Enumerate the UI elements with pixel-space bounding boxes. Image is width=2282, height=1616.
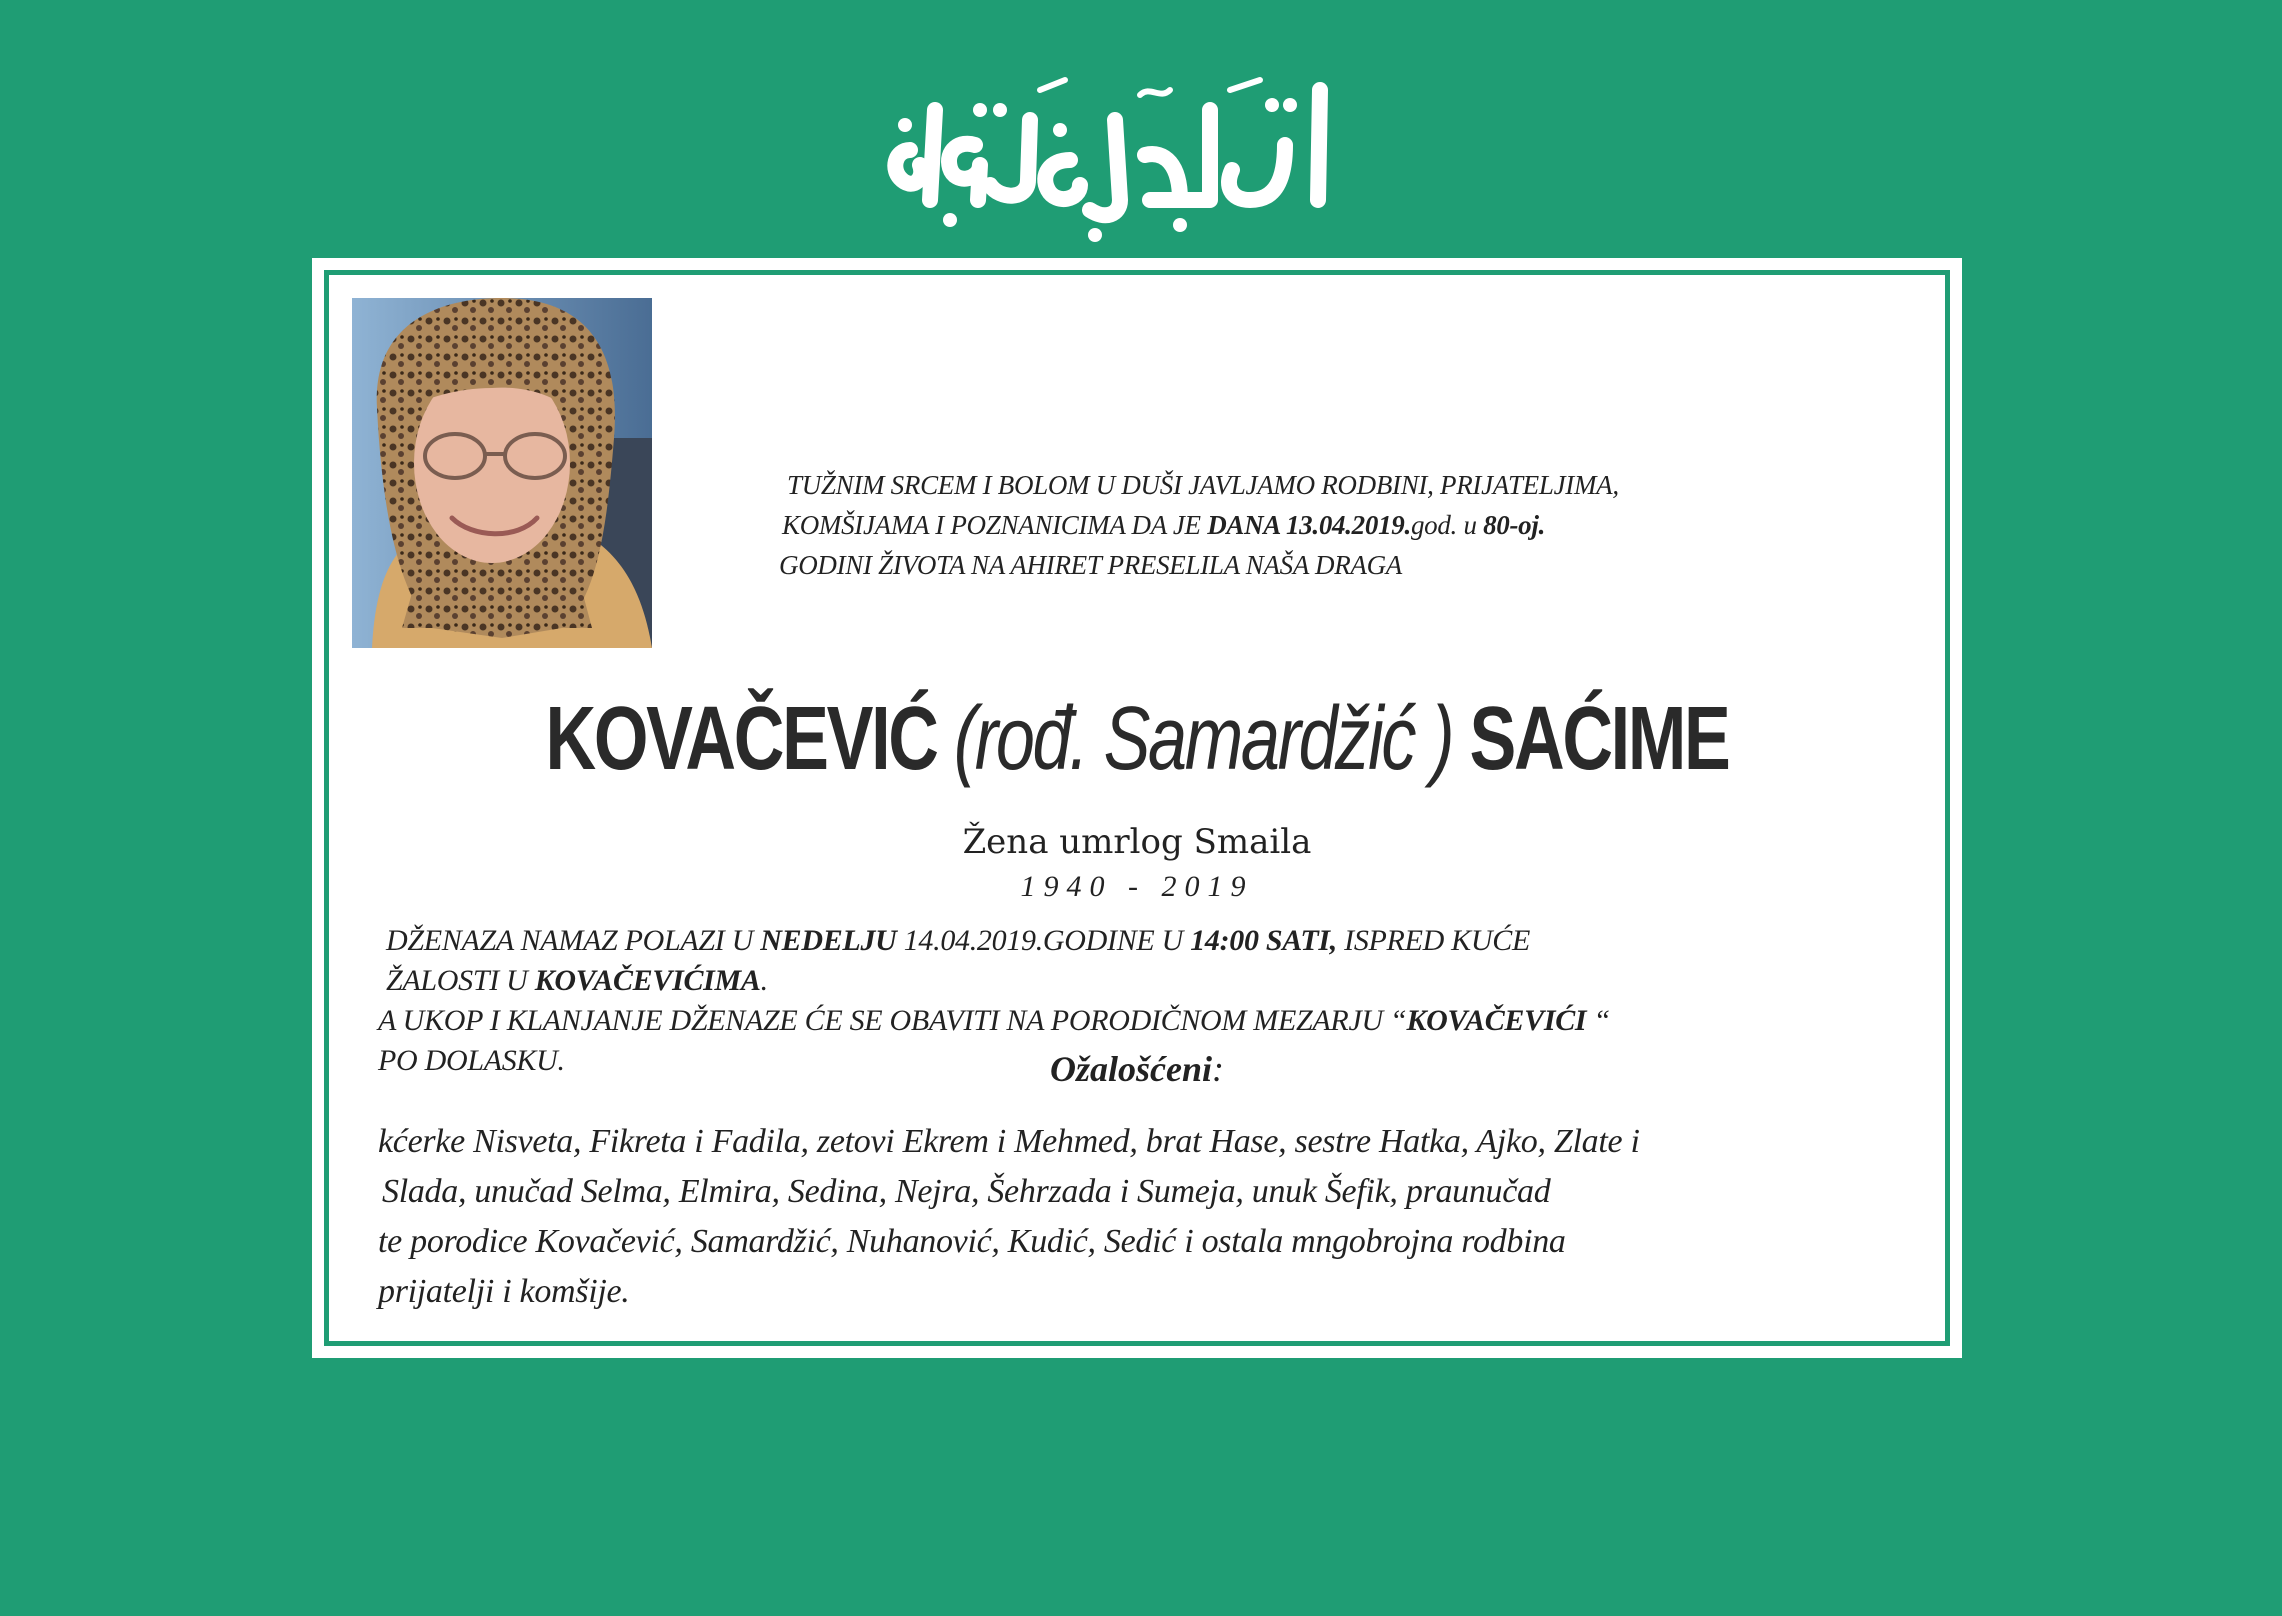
intro-line-2: KOMŠIJAMA I POZNANICIMA DA JE DANA 13.04.2019.god. u 80-oj. bbox=[782, 510, 1546, 540]
intro-line-3: GODINI ŽIVOTA NA AHIRET PRESELILA NAŠA DRAGA bbox=[779, 550, 1403, 580]
life-years: 1940 - 2019 bbox=[1020, 870, 1254, 903]
funeral-line-1: DŽENAZA NAMAZ POLAZI U NEDELJU 14.04.2019.GODINE U 14:00 SATI, ISPRED KUĆE bbox=[386, 924, 1530, 957]
intro-line-1: TUŽNIM SRCEM I BOLOM U DUŠI JAVLJAMO RODBINI, PRIJATELJIMA, bbox=[787, 470, 1619, 500]
portrait-photo-icon bbox=[352, 298, 652, 648]
deceased-name: KOVAČEVIĆ (rođ. Samardžić ) SAĆIME bbox=[545, 689, 1729, 789]
mourners-line-1: kćerke Nisveta, Fikreta i Fadila, zetovi Ekrem i Mehmed, brat Hase, sestre Hatka, Ajko, Zlate i bbox=[378, 1123, 1640, 1160]
funeral-line-3: A UKOP I KLANJANJE DŽENAZE ĆE SE OBAVITI NA PORODIČNOM MEZARJU “KOVAČEVIĆI “ bbox=[378, 1004, 1610, 1037]
funeral-line-4: PO DOLASKU. bbox=[378, 1044, 565, 1077]
funeral-line-2: ŽALOSTI U KOVAČEVIĆIMA. bbox=[386, 964, 768, 997]
obituary-notice bbox=[312, 258, 1962, 1358]
mourners-line-4: prijatelji i komšije. bbox=[378, 1273, 630, 1310]
notice-content bbox=[332, 278, 1942, 1338]
deceased-subtitle: Žena umrlog Smaila bbox=[962, 822, 1312, 862]
arabic-calligraphy-icon bbox=[880, 50, 1360, 250]
mourners-heading: Ožalošćeni: bbox=[1050, 1049, 1224, 1089]
mourners-line-3: te porodice Kovačević, Samardžić, Nuhanović, Kudić, Sedić i ostala mngobrojna rodbina bbox=[378, 1223, 1566, 1260]
mourners-line-2: Slada, unučad Selma, Elmira, Sedina, Nejra, Šehrzada i Sumeja, unuk Šefik, praunučad bbox=[382, 1173, 1551, 1210]
